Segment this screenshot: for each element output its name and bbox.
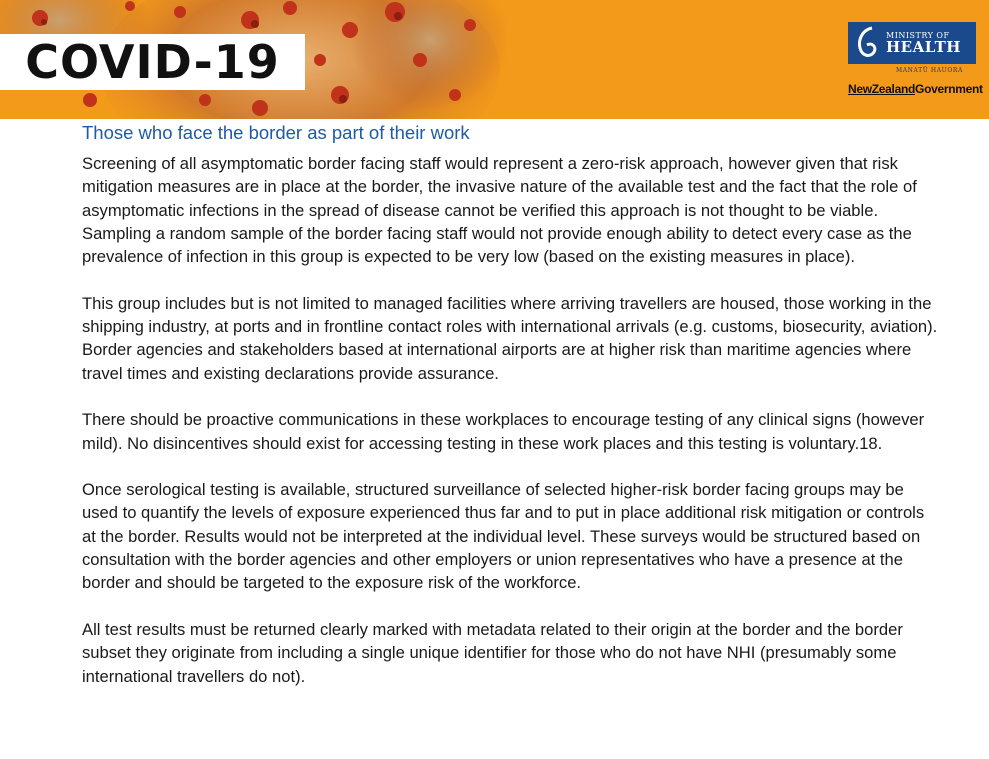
logo-maori-text: MANATŪ HAUORA — [896, 67, 963, 74]
paragraph: This group includes but is not limited to managed facilities where arriving travellers are housed, those working in the shipping industry, at ports and in frontline contact roles with international arrivals (e.g. customs, biosecurity, aviation). Border agencies and stakeholders based at international airports are at higher risk than maritime agencies where travel times and existing declarations provide assurance. — [82, 293, 938, 383]
ministry-of-health-logo — [848, 22, 976, 64]
logo-line1: MINISTRY OF — [886, 30, 950, 40]
banner-title: COVID-19 — [25, 35, 280, 89]
nz-gov-part1: NewZealand — [848, 82, 916, 96]
koru-emblem-icon — [852, 22, 880, 64]
banner-title-box — [0, 34, 305, 90]
section-heading: Those who face the border as part of their work — [82, 122, 470, 143]
document-body — [82, 122, 942, 711]
nz-gov-part2: Government — [915, 82, 983, 96]
nz-government-wordmark — [848, 82, 983, 96]
paragraph: All test results must be returned clearly marked with metadata related to their origin at the border and the border subset they originate from including a single unique identifier for those who do not have NHI (presumably some international travellers do not). — [82, 619, 903, 686]
header-banner — [0, 0, 989, 119]
logo-line2: HEALTH — [886, 37, 961, 56]
paragraph: Screening of all asymptomatic border facing staff would represent a zero-risk approach, however given that risk mitigation measures are in place at the border, the invasive nature of the available test and the fact that the role of asymptomatic infections in the spread of disease cannot be verified this approach is not thought to be viable. Sampling a random sample of the border facing staff would not provide enough ability to detect every case as the prevalence of infection in this group is expected to be very low (based on the existing measures in place). — [82, 154, 917, 267]
paragraph: There should be proactive communications in these workplaces to encourage testing of any clinical signs (however mild). No disincentives should exist for accessing testing in these work places and this testing is voluntary.18. — [82, 410, 925, 453]
paragraph: Once serological testing is available, structured surveillance of selected higher-risk border facing groups may be used to quantify the levels of exposure experienced thus far and to put in place additional risk mitigation or controls at the border. Results would not be interpreted at the individual level. These surveys would be structured based on consultation with the border agencies and other employers or union representatives who have a presence at the border and should be targeted to the exposure risk of the workforce. — [82, 480, 925, 593]
